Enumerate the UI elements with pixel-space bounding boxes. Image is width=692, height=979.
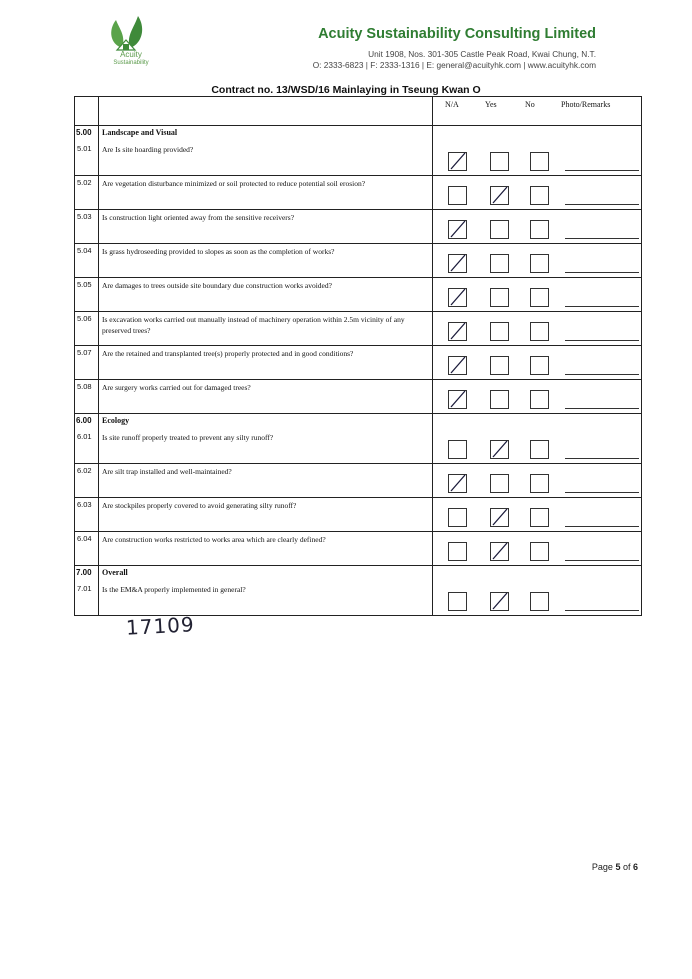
header-question-cell: [99, 97, 433, 126]
company-address: Unit 1908, Nos. 301-305 Castle Peak Road, Kwai Chung, N.T.: [368, 49, 596, 59]
column-na: N/A: [445, 100, 459, 109]
checklist-item-row: [75, 464, 642, 498]
check-mark-icon: [447, 217, 469, 241]
item-question: [99, 312, 433, 346]
check-mark-icon: [447, 319, 469, 343]
check-mark-icon: [447, 251, 469, 275]
option-checkboxes: [433, 532, 641, 563]
item-number-text: 6.04: [77, 534, 92, 543]
checklist-item-row: [75, 380, 642, 414]
item-question-text: Are silt trap installed and well-maintained?: [102, 467, 232, 476]
item-number: [75, 176, 99, 210]
logo-text: [96, 50, 166, 68]
item-question-text: Is site runoff properly treated to prevent any silty runoff?: [102, 433, 274, 442]
item-question: [99, 176, 433, 210]
checkbox-no[interactable]: [530, 322, 549, 341]
section-number: [75, 566, 99, 583]
check-mark-icon: [447, 149, 469, 173]
option-checkboxes: [433, 346, 641, 377]
check-mark-icon: [447, 353, 469, 377]
checkbox-no[interactable]: [530, 390, 549, 409]
remarks-line[interactable]: [565, 374, 639, 375]
checkbox-na[interactable]: [448, 474, 467, 493]
checklist-item-row: [75, 312, 642, 346]
checkbox-na[interactable]: [448, 186, 467, 205]
checkbox-yes[interactable]: [490, 356, 509, 375]
checkbox-na[interactable]: [448, 542, 467, 561]
page-prefix: Page: [591, 862, 616, 872]
remarks-line[interactable]: [565, 272, 639, 273]
checkbox-no[interactable]: [530, 288, 549, 307]
item-question: [99, 464, 433, 498]
column-yes: Yes: [485, 100, 497, 109]
page-current: 5: [615, 862, 621, 872]
item-question-text: Are Is site hoarding provided?: [102, 145, 194, 154]
remarks-line[interactable]: [565, 204, 639, 205]
header-row: [75, 97, 642, 126]
check-mark-icon: [489, 589, 511, 613]
option-checkboxes: [433, 430, 641, 461]
item-question: [99, 244, 433, 278]
item-options: [433, 244, 642, 278]
item-number-text: 5.06: [77, 314, 92, 323]
checklist-item-row: [75, 498, 642, 532]
item-number: [75, 498, 99, 532]
section-options-cell: [433, 126, 642, 143]
checkbox-yes[interactable]: [490, 592, 509, 611]
header-options-cell: [433, 97, 642, 126]
section-number-text: 7.00: [76, 568, 92, 577]
checklist-item-row: [75, 346, 642, 380]
checkbox-yes[interactable]: [490, 474, 509, 493]
item-number: [75, 346, 99, 380]
item-options: [433, 278, 642, 312]
item-number: [75, 532, 99, 566]
item-question-text: Are vegetation disturbance minimized or soil protected to reduce potential soil erosion?: [102, 179, 366, 188]
remarks-line[interactable]: [565, 238, 639, 239]
contract-title: Contract no. 13/WSD/16 Mainlaying in Tseung Kwan O: [211, 84, 481, 96]
item-question: [99, 380, 433, 414]
checkbox-na[interactable]: [448, 152, 467, 171]
checkbox-na[interactable]: [448, 390, 467, 409]
item-question: [99, 278, 433, 312]
checklist-item-row: [75, 430, 642, 464]
item-options: [433, 464, 642, 498]
checkbox-no[interactable]: [530, 508, 549, 527]
checklist-item-row: [75, 210, 642, 244]
checkbox-na[interactable]: [448, 254, 467, 273]
section-row: [75, 566, 642, 583]
checkbox-yes[interactable]: [490, 390, 509, 409]
leaf-house-icon: [100, 14, 160, 54]
item-options: [433, 176, 642, 210]
checkbox-no[interactable]: [530, 220, 549, 239]
item-number: [75, 430, 99, 464]
option-checkboxes: [433, 210, 641, 241]
remarks-line[interactable]: [565, 170, 639, 171]
remarks-line[interactable]: [565, 560, 639, 561]
checkbox-yes[interactable]: [490, 186, 509, 205]
item-question: [99, 346, 433, 380]
column-no: No: [525, 100, 535, 109]
item-number: [75, 312, 99, 346]
section-row: [75, 414, 642, 431]
page-number: [592, 862, 638, 872]
checklist-table: [74, 96, 642, 616]
remarks-line[interactable]: [565, 610, 639, 611]
checkbox-no[interactable]: [530, 440, 549, 459]
section-number: [75, 414, 99, 431]
item-options: [433, 582, 642, 616]
check-mark-icon: [447, 387, 469, 411]
remarks-line[interactable]: [565, 340, 639, 341]
item-question: [99, 142, 433, 176]
option-checkboxes: [433, 498, 641, 529]
checkbox-yes[interactable]: [490, 542, 509, 561]
remarks-line[interactable]: [565, 306, 639, 307]
checkbox-yes[interactable]: [490, 152, 509, 171]
section-number-text: 6.00: [76, 416, 92, 425]
check-mark-icon: [489, 183, 511, 207]
item-options: [433, 532, 642, 566]
section-row: [75, 126, 642, 143]
checkbox-no[interactable]: [530, 186, 549, 205]
item-options: [433, 430, 642, 464]
header-num-cell: [75, 97, 99, 126]
checklist-item-row: [75, 532, 642, 566]
item-options: [433, 380, 642, 414]
option-checkboxes: [433, 244, 641, 275]
check-mark-icon: [489, 539, 511, 563]
checkbox-yes[interactable]: [490, 322, 509, 341]
section-title: [99, 566, 433, 583]
item-question: [99, 430, 433, 464]
item-number: [75, 380, 99, 414]
section-options-cell: [433, 414, 642, 431]
item-question: [99, 498, 433, 532]
checkbox-no[interactable]: [530, 254, 549, 273]
option-checkboxes: [433, 278, 641, 309]
page-total: 6: [632, 862, 638, 872]
item-question: [99, 582, 433, 616]
item-options: [433, 210, 642, 244]
checkbox-no[interactable]: [530, 592, 549, 611]
item-question: [99, 532, 433, 566]
checkbox-na[interactable]: [448, 440, 467, 459]
checklist-item-row: [75, 278, 642, 312]
item-number: [75, 244, 99, 278]
remarks-line[interactable]: [565, 492, 639, 493]
company-name: Acuity Sustainability Consulting Limited: [318, 26, 596, 42]
company-address-block: [313, 49, 596, 71]
item-number-text: 6.02: [77, 466, 92, 475]
remarks-line[interactable]: [565, 408, 639, 409]
checkbox-yes[interactable]: [490, 220, 509, 239]
item-options: [433, 312, 642, 346]
item-number-text: 5.02: [77, 178, 92, 187]
section-title-text: Ecology: [102, 416, 130, 425]
checkbox-yes[interactable]: [490, 508, 509, 527]
check-mark-icon: [489, 505, 511, 529]
section-options-cell: [433, 566, 642, 583]
checkbox-na[interactable]: [448, 508, 467, 527]
remarks-line[interactable]: [565, 526, 639, 527]
item-question-text: Is the EM&A properly implemented in general?: [102, 585, 246, 594]
item-options: [433, 346, 642, 380]
page-of: of: [620, 862, 633, 872]
section-title: [99, 414, 433, 431]
item-number-text: 5.03: [77, 212, 92, 221]
item-options: [433, 142, 642, 176]
handwritten-note: 17109: [125, 612, 196, 640]
checkbox-na[interactable]: [448, 356, 467, 375]
checkbox-no[interactable]: [530, 474, 549, 493]
item-number-text: 5.05: [77, 280, 92, 289]
checkbox-no[interactable]: [530, 542, 549, 561]
item-question-text: Are stockpiles properly covered to avoid generating silty runoff?: [102, 501, 297, 510]
item-number-text: 5.01: [77, 144, 92, 153]
check-mark-icon: [489, 437, 511, 461]
checklist-item-row: [75, 142, 642, 176]
column-headers: [433, 97, 641, 125]
item-number: [75, 464, 99, 498]
section-title-text: Overall: [102, 568, 128, 577]
checklist-item-row: [75, 582, 642, 616]
checkbox-yes[interactable]: [490, 254, 509, 273]
item-number-text: 5.07: [77, 348, 92, 357]
item-options: [433, 498, 642, 532]
option-checkboxes: [433, 142, 641, 173]
item-question-text: Is excavation works carried out manually instead of machinery operation within 2.5m vicinity of any preserved trees?: [102, 315, 405, 335]
item-number: [75, 278, 99, 312]
check-mark-icon: [447, 471, 469, 495]
item-question-text: Is grass hydroseeding provided to slopes as soon as the completion of works?: [102, 247, 335, 256]
checkbox-na[interactable]: [448, 322, 467, 341]
item-question: [99, 210, 433, 244]
checkbox-na[interactable]: [448, 288, 467, 307]
checkbox-yes[interactable]: [490, 288, 509, 307]
checkbox-no[interactable]: [530, 356, 549, 375]
item-number: [75, 142, 99, 176]
column-photo-remarks: Photo/Remarks: [561, 100, 611, 109]
item-number-text: 6.01: [77, 432, 92, 441]
option-checkboxes: [433, 312, 641, 343]
option-checkboxes: [433, 582, 641, 613]
option-checkboxes: [433, 464, 641, 495]
logo-sub: Sustainability: [113, 60, 149, 66]
item-question-text: Are surgery works carried out for damaged trees?: [102, 383, 251, 392]
checklist-item-row: [75, 176, 642, 210]
item-question-text: Are construction works restricted to works area which are clearly defined?: [102, 535, 326, 544]
item-number: [75, 582, 99, 616]
checkbox-no[interactable]: [530, 152, 549, 171]
item-number-text: 7.01: [77, 584, 92, 593]
option-checkboxes: [433, 176, 641, 207]
check-mark-icon: [447, 285, 469, 309]
item-question-text: Is construction light oriented away from the sensitive receivers?: [102, 213, 295, 222]
item-number: [75, 210, 99, 244]
item-question-text: Are the retained and transplanted tree(s) properly protected and in good conditions?: [102, 349, 354, 358]
item-number-text: 6.03: [77, 500, 92, 509]
checklist-item-row: [75, 244, 642, 278]
remarks-line[interactable]: [565, 458, 639, 459]
company-contact: O: 2333-6823 | F: 2333-1316 | E: general@acuityhk.com | www.acuityhk.com: [312, 60, 596, 70]
checkbox-na[interactable]: [448, 220, 467, 239]
item-number-text: 5.04: [77, 246, 92, 255]
checkbox-na[interactable]: [448, 592, 467, 611]
section-number: [75, 126, 99, 143]
option-checkboxes: [433, 380, 641, 411]
section-title-text: Landscape and Visual: [102, 128, 178, 137]
item-number-text: 5.08: [77, 382, 92, 391]
item-question-text: Are damages to trees outside site boundary due construction works avoided?: [102, 281, 332, 290]
checkbox-yes[interactable]: [490, 440, 509, 459]
logo-name: Acuity: [120, 50, 142, 59]
section-number-text: 5.00: [76, 128, 92, 137]
section-title: [99, 126, 433, 143]
